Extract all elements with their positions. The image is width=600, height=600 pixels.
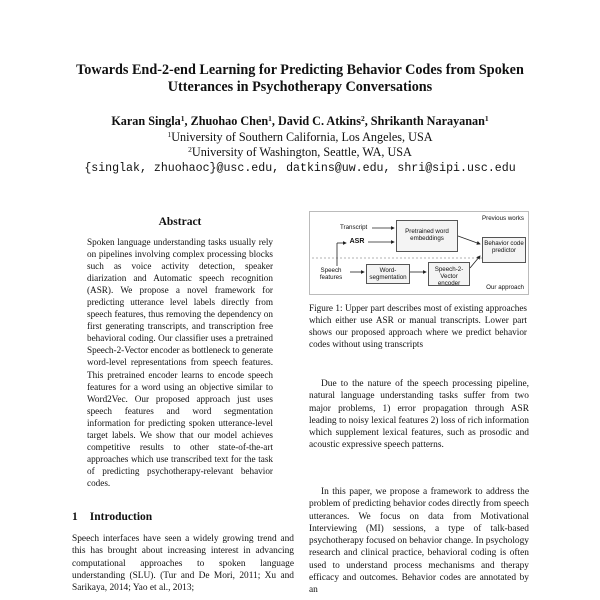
abstract-heading: Abstract (158, 216, 202, 228)
label-our-approach: Our approach (486, 284, 524, 291)
label-speech-features: Speech features (319, 267, 343, 281)
author-name: David C. Atkins (277, 114, 361, 128)
affiliation-text: University of Southern California, Los Angeles, USA (171, 129, 433, 144)
author-block (20, 114, 580, 176)
title-line-1: Towards End-2-end Learning for Predicting Behavior Codes from Spoken (76, 62, 524, 78)
right-paragraph-1: Due to the nature of the speech processing pipeline, natural language understanding tasks suffer from two major problems, 1) error propagation through ASR leading to noisy lexical features 2) loss of rich information which supplement lexical features, such as prosodic and acoustic expressive speech patterns. (309, 379, 529, 451)
label-transcript: Transcript (340, 224, 368, 231)
author-name: Zhuohao Chen (190, 114, 269, 128)
asr-node (348, 237, 366, 247)
abstract-text: Spoken language understanding tasks usually rely on pipelines involving complex processing blocks such as voice activity detection, speaker diarization and Automatic speech recognition (ASR). We propose a novel framework for predicting utterance level labels directly from speech features, thus removing the dependency on first generating transcripts, and transcription free behavioral coding. Our classifier uses a pretrained Speech-2-Vector encoder as bottleneck to generate word-level representations from speech features. This pretrained encoder learns to encode speech features for a word using an objective similar to Word2Vec. Our proposed approach just uses speech features and word segmentation information for predicting spoken utterance-level target labels. We show that our model achieves competitive results to other state-of-the-art approaches which use transcribed text for the task of predicting psychotherapy-relevant behavior codes. (87, 237, 273, 488)
author-affiliation-mark: 1 (268, 114, 272, 123)
label-behavior-code-predictor: Behavior code predictor (484, 240, 524, 254)
affiliation-2 (20, 145, 580, 161)
author-name: Karan Singla (111, 114, 181, 128)
author-name: Shrikanth Narayanan (370, 114, 485, 128)
label-pretrained-word-embeddings: Pretrained word embeddings (405, 228, 449, 242)
affiliation-1 (20, 130, 580, 146)
affiliation-text: University of Washington, Seattle, WA, USA (191, 145, 412, 159)
right-paragraph-2: In this paper, we propose a framework to address the problem of predicting behavior codes directly from speech utterances. We focus on data from Motivational Interviewing (MI) sessions, a type of talk-based psychotherapy focused on behavior change. In psychology research and clinical practice, behavioral coding is often used to understand process mechanisms and therapy efficacy and outcomes. Behavior codes are annotated by an (309, 487, 529, 596)
figure-1-diagram (309, 211, 529, 295)
title-line-2: Utterances in Psychotherapy Conversations (167, 79, 433, 95)
figure-1-caption: Figure 1: Upper part describes most of existing approaches which either use ASR or manual transcripts. Lower part shows our proposed approach where we predict behavior codes without using transcripts (309, 303, 527, 350)
arrow-encoder-predictor (470, 256, 480, 268)
behavior-predictor-box (482, 237, 526, 263)
word-segmentation-box (366, 264, 410, 284)
section-title: Introduction (89, 511, 153, 523)
label-word-segmentation: Word-segmentation (369, 267, 407, 281)
author-affiliation-mark: 1 (484, 114, 489, 123)
speech2vector-box (428, 262, 470, 286)
arrow-embed-predictor (458, 236, 480, 244)
paper-title (40, 62, 560, 96)
affiliation-mark: 1 (167, 129, 172, 139)
label-speech2vector-encoder: Speech-2-Vector encoder (434, 266, 464, 287)
affiliation-mark: 2 (188, 145, 192, 154)
author-emails: {singlak, zhuohaoc}@usc.edu, datkins@uw.edu, shri@sipi.usc.edu (84, 161, 516, 175)
pretrained-embeddings-box (396, 220, 458, 252)
label-asr: ASR (349, 238, 365, 245)
author-affiliation-mark: 1 (180, 114, 185, 123)
section-number: 1 (72, 511, 78, 523)
author-affiliation-mark: 2 (360, 114, 365, 123)
section-heading-introduction (72, 511, 152, 523)
author-names: Karan Singla$^1$, Zhuohao Chen$^1$, David C. Atkins$^2$, Shrikanth Narayanan$^1$ (111, 114, 489, 128)
label-previous-works: Previous works (482, 215, 524, 222)
introduction-text: Speech interfaces have seen a widely growing trend and this has brought about increasing interest in advancing computational approaches to spoken language understanding (SLU). (Tur and De Mori, 2011; Xu and Sarikaya, 2014; Yao et al., 2013; (72, 534, 294, 594)
